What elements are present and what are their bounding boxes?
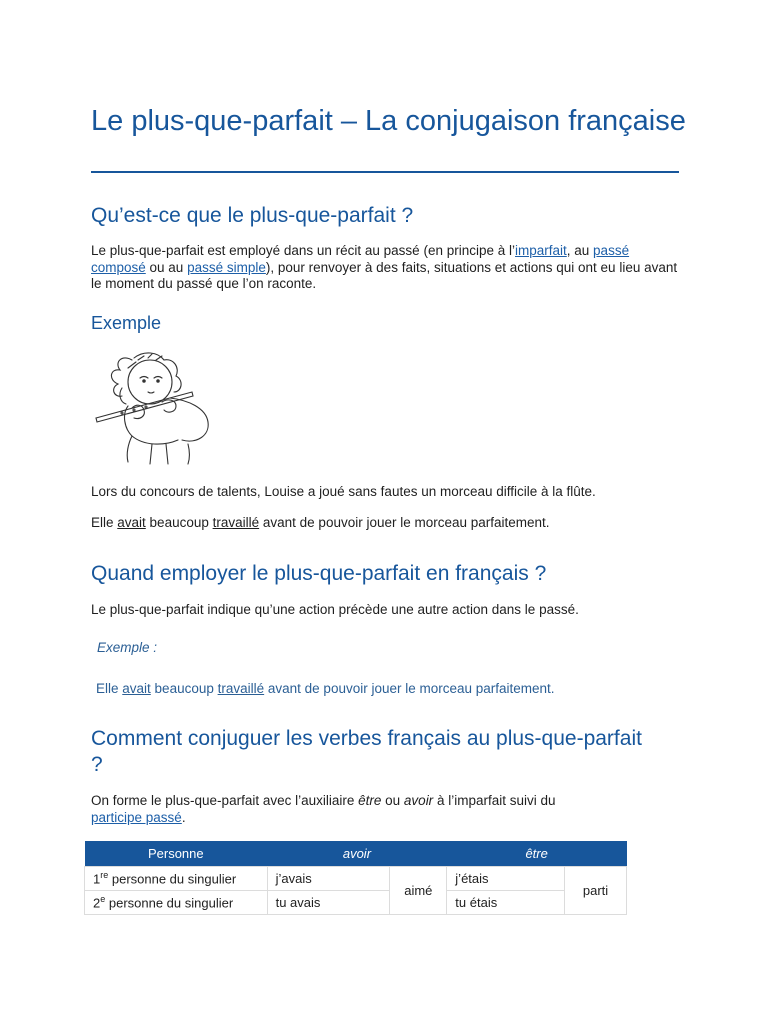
- conjugation-table: [84, 841, 627, 915]
- etre-form-cell: tu étais: [447, 891, 565, 915]
- example-sentence-2: Elle avait beaucoup travaillé avant de pouvoir jouer le morceau parfaitement.: [91, 515, 550, 530]
- example-sentence-3: Elle avait beaucoup travaillé avant de pouvoir jouer le morceau parfaitement.: [96, 681, 555, 696]
- example-sentence-1: Lors du concours de talents, Louise a joué sans fautes un morceau difficile à la flûte.: [91, 484, 596, 499]
- header-avoir: avoir: [267, 841, 447, 867]
- table-header-row: [85, 841, 627, 867]
- person-cell: 1re personne du singulier: [85, 867, 268, 891]
- how-paragraph: On forme le plus-que-parfait avec l’auxiliaire être ou avoir à l’imparfait suivi du participe passé.: [91, 793, 556, 825]
- participle-avoir-cell: aimé: [390, 867, 447, 915]
- title-underline: [91, 171, 679, 173]
- when-paragraph: Le plus-que-parfait indique qu’une action précède une autre action dans le passé.: [91, 602, 579, 617]
- heading-when-to-use: Quand employer le plus-que-parfait en français ?: [91, 562, 547, 585]
- heading-what-is: Qu’est-ce que le plus-que-parfait ?: [91, 204, 414, 227]
- link-passe-compose[interactable]: passé composé: [91, 243, 630, 275]
- page-title: Le plus-que-parfait – La conjugaison française: [91, 105, 686, 137]
- header-etre: être: [447, 841, 627, 867]
- avoir-form-cell: j’avais: [267, 867, 390, 891]
- person-cell: 2e personne du singulier: [85, 891, 268, 915]
- heading-exemple: Exemple: [91, 313, 162, 333]
- etre-form-cell: j’étais: [447, 867, 565, 891]
- table-row: [85, 891, 627, 915]
- link-passe-simple[interactable]: passé simple: [187, 259, 266, 275]
- table-row: [85, 867, 627, 891]
- link-participe-passe[interactable]: participe passé: [91, 809, 182, 825]
- intro-paragraph: Le plus-que-parfait est employé dans un récit au passé (en principe à l’imparfait, au passé composé ou au passé simple), pour renvoyer à des faits, situations et actions qui ont eu lieu avant le moment du passé que l’on raconte.: [91, 243, 678, 291]
- header-personne: Personne: [85, 841, 268, 867]
- flute-player-illustration: [92, 348, 222, 466]
- heading-how-to-conjugate: Comment conjuguer les verbes français au plus-que-parfait ?: [91, 727, 642, 776]
- avoir-form-cell: tu avais: [267, 891, 390, 915]
- link-imparfait[interactable]: imparfait: [515, 243, 567, 258]
- example-label: Exemple :: [97, 640, 158, 655]
- participle-etre-cell: parti: [565, 867, 627, 915]
